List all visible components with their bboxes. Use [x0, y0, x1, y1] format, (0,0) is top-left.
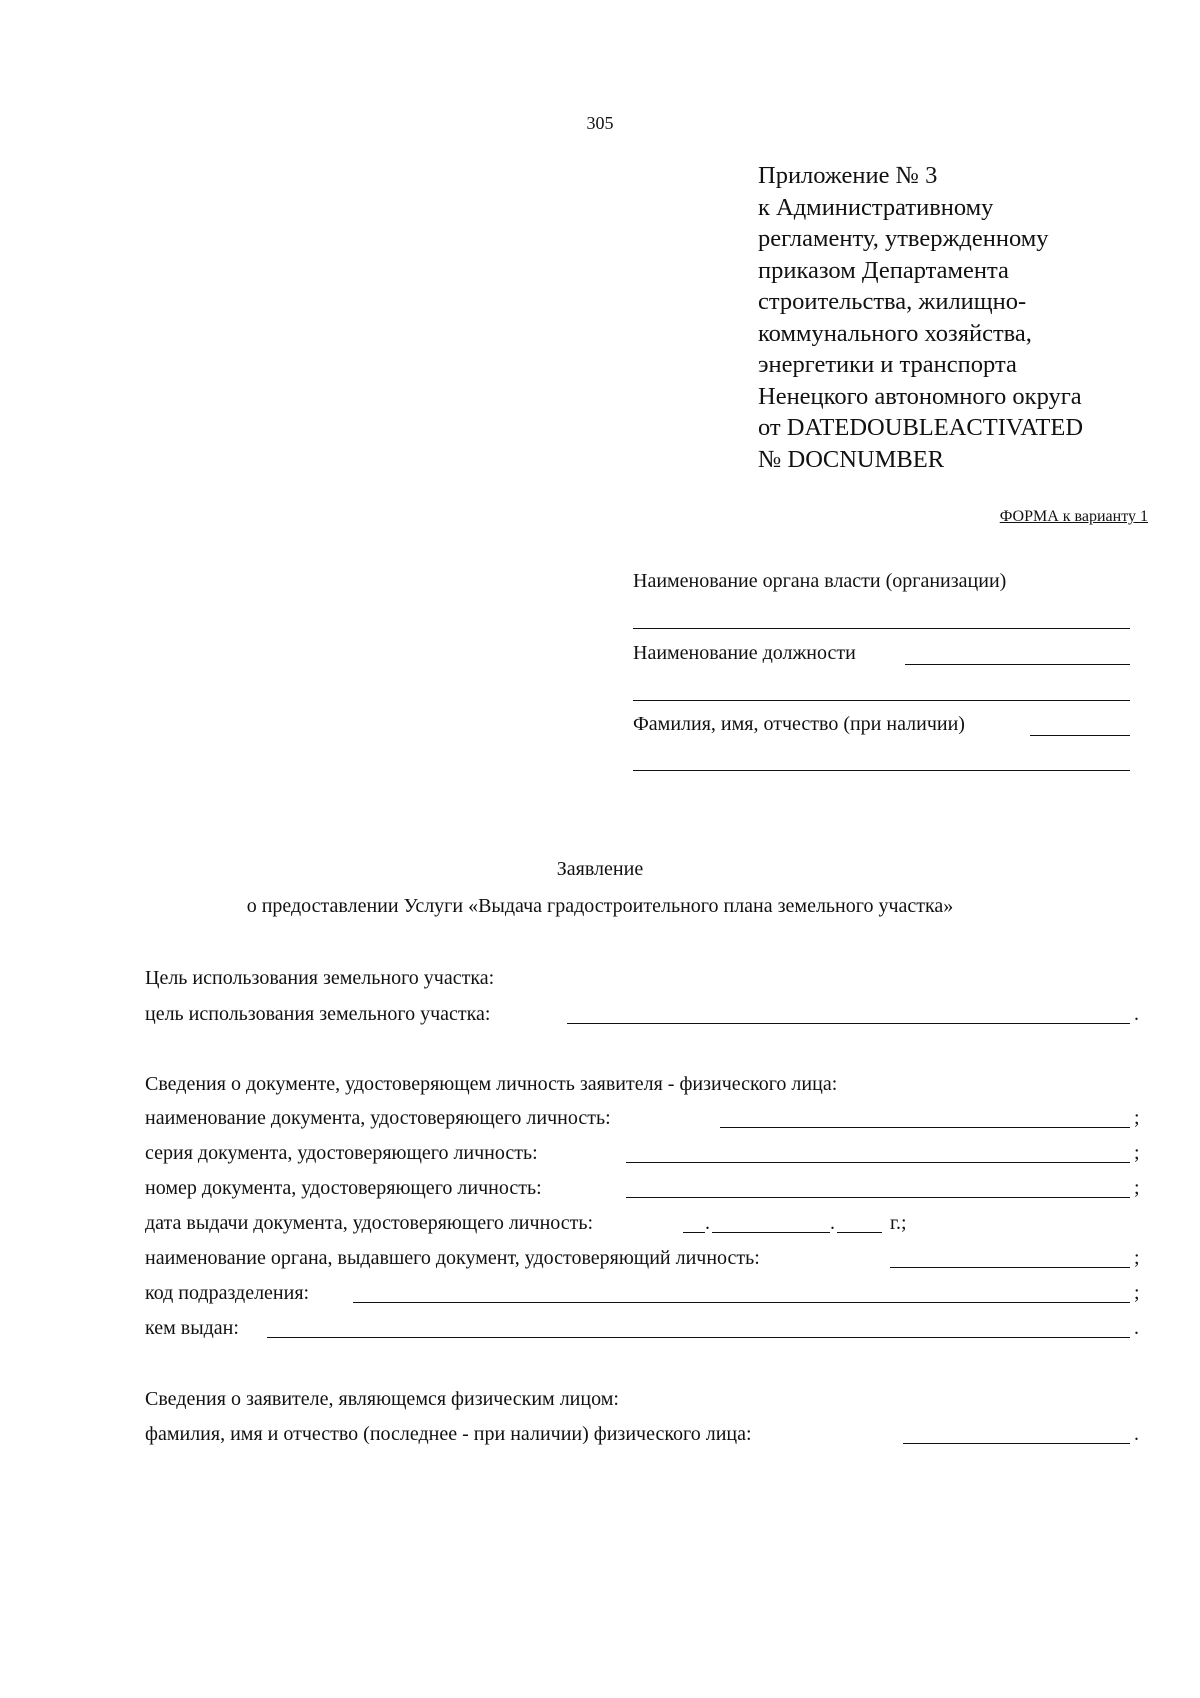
- line-end-punct: ;: [1134, 1282, 1140, 1304]
- page-number: 305: [586, 113, 614, 133]
- line-end-punct: .: [1134, 1003, 1139, 1025]
- document-title: Заявление: [556, 858, 644, 880]
- purpose-label: цель использования земельного участка:: [145, 1003, 491, 1025]
- appendix-line: приказом Департамента: [758, 256, 1009, 284]
- applicant-fullname-label: фамилия, имя и отчество (последнее - при наличии) физического лица:: [145, 1423, 752, 1445]
- fullname-field-continuation[interactable]: [633, 770, 1130, 771]
- appendix-line: Ненецкого автономного округа: [758, 382, 1082, 410]
- position-field[interactable]: [905, 664, 1130, 665]
- line-end-punct: ;: [1134, 1107, 1140, 1129]
- form-variant-label: ФОРМА к варианту 1: [999, 508, 1148, 525]
- appendix-line: к Административному: [758, 193, 994, 221]
- series-field[interactable]: [626, 1162, 1130, 1163]
- identity-doc-heading: Сведения о документе, удостоверяющем личность заявителя - физического лица:: [145, 1073, 838, 1095]
- appendix-block: [758, 160, 1083, 475]
- line-end-punct: .: [1134, 1317, 1139, 1339]
- issue-date-label: дата выдачи документа, удостоверяющего личность:: [145, 1212, 594, 1234]
- issue-month-field[interactable]: [712, 1232, 830, 1233]
- date-separator: .: [830, 1212, 835, 1234]
- line-end-punct: ;: [1134, 1177, 1140, 1199]
- authority-field[interactable]: [633, 628, 1130, 629]
- authority-label: Наименование органа власти (организации): [633, 570, 1007, 592]
- division-code-label: код подразделения:: [145, 1282, 310, 1304]
- appendix-line: регламенту, утвержденному: [758, 225, 1049, 252]
- number-field[interactable]: [626, 1197, 1130, 1198]
- appendix-line: от DATEDOUBLEACTIVATED: [758, 414, 1084, 441]
- purpose-heading: Цель использования земельного участка:: [145, 967, 495, 989]
- issued-by-field[interactable]: [267, 1337, 1130, 1338]
- issue-day-field[interactable]: [683, 1232, 705, 1233]
- applicant-heading: Сведения о заявителе, являющемся физическим лицом:: [145, 1388, 619, 1410]
- issued-by-label: кем выдан:: [145, 1317, 239, 1339]
- issuer-field[interactable]: [890, 1267, 1130, 1268]
- year-suffix: г.;: [890, 1212, 907, 1234]
- document-subtitle: о предоставлении Услуги «Выдача градостроительного плана земельного участка»: [246, 895, 954, 917]
- number-label: номер документа, удостоверяющего личность:: [145, 1177, 542, 1199]
- date-separator: .: [705, 1212, 710, 1234]
- position-label: Наименование должности: [633, 642, 856, 664]
- issue-year-field[interactable]: [837, 1232, 882, 1233]
- issuer-label: наименование органа, выдавшего документ, удостоверяющий личность:: [145, 1247, 760, 1269]
- fullname-label: Фамилия, имя, отчество (при наличии): [633, 713, 965, 735]
- doc-name-label: наименование документа, удостоверяющего личность:: [145, 1107, 611, 1129]
- appendix-line: энергетики и транспорта: [758, 351, 1017, 378]
- appendix-line: коммунального хозяйства,: [758, 319, 1032, 347]
- purpose-field[interactable]: [567, 1023, 1130, 1024]
- doc-name-field[interactable]: [720, 1127, 1130, 1128]
- appendix-line: Приложение № 3: [758, 162, 938, 189]
- applicant-fullname-field[interactable]: [903, 1443, 1130, 1444]
- appendix-line: строительства, жилищно-: [758, 288, 1027, 315]
- line-end-punct: .: [1134, 1423, 1139, 1445]
- fullname-field[interactable]: [1030, 735, 1130, 736]
- position-field-continuation[interactable]: [633, 700, 1130, 701]
- line-end-punct: ;: [1134, 1142, 1140, 1164]
- division-code-field[interactable]: [353, 1302, 1130, 1303]
- appendix-line: № DOCNUMBER: [758, 445, 945, 473]
- line-end-punct: ;: [1134, 1247, 1140, 1269]
- series-label: серия документа, удостоверяющего личность:: [145, 1142, 538, 1164]
